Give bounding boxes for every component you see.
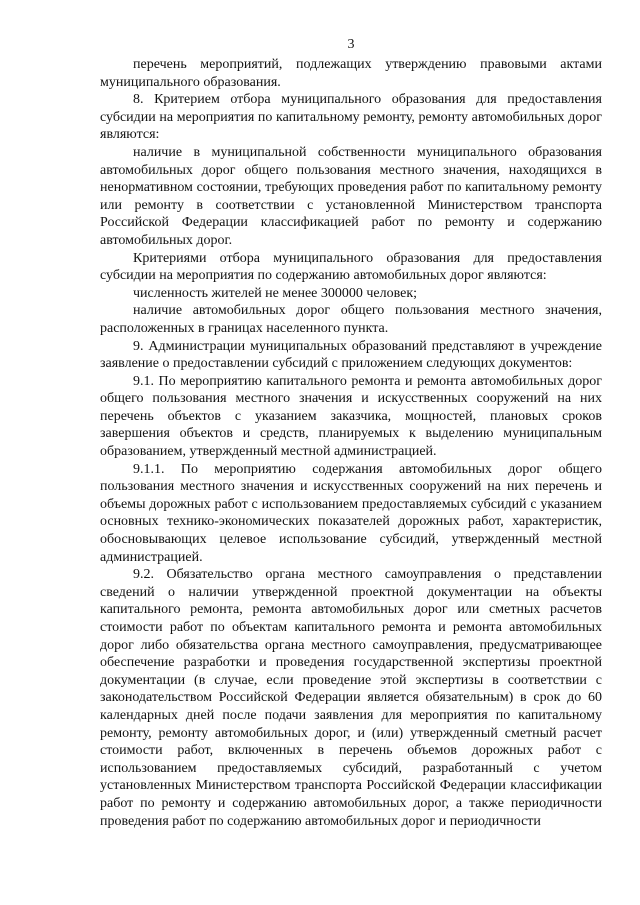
paragraph-9-1-capital-repair-list: 9.1. По мероприятию капитального ремонта и ремонта автомобильных дорог общего пользования местного значения и искусственных сооружений на них перечень объектов с указанием заказчика, мощностей, плановых сроков завершения объектов и средств, планируемых к выделению муниципальным образованием, утвержденный местной администрацией. — [100, 373, 602, 460]
document-page — [100, 0, 602, 905]
paragraph-population-criterion: численность жителей не менее 300000 человек; — [133, 285, 418, 301]
paragraph-municipal-ownership-criterion: наличие в муниципальной собственности муниципального образования автомобильных дорог общего пользования местного значения, находящихся в ненормативном состоянии, требующих проведения работ по капитальному ремонту или ремонту в соответствии с установленной Министерством транспорта Российской Федерации классификацией работ по ремонту и содержанию автомобильных дорог. — [100, 144, 602, 248]
paragraph-list-continuation: перечень мероприятий, подлежащих утверждению правовыми актами муниципального образования. — [100, 57, 602, 90]
paragraph-9-2-obligation: 9.2. Обязательство органа местного самоуправления о представлении сведений о наличии утвержденной проектной документации на объекты капитального ремонта, ремонта автомобильных дорог или сметных расчетов стоимости работ по объектам капитального ремонта и ремонта автомобильных дорог либо обязательства органа местного самоуправления, предусматривающее обеспечение разработки и проведения государственной экспертизы проектной документации (в случае, если проведение этой экспертизы в соответствии с законодательством Российской Федерации является обязательным) в срок до 60 календарных дней после подачи заявления для мероприятия по капитальному ремонту, ремонту автомобильных дорог, и (или) утвержденный сметный расчет стоимости работ, включенных в перечень объемов дорожных работ с использованием предоставляемых субсидий, разработанный с учетом установленных Министерством транспорта Российской Федерации классификации работ по ремонту и содержанию автомобильных дорог, а также периодичности проведения работ по содержанию автомобильных дорог и периодичности — [100, 567, 602, 829]
paragraph-8-criteria-capital-repair: 8. Критерием отбора муниципального образования для предоставления субсидии на мероприятия по капитальному ремонту, ремонту автомобильных дорог являются: — [100, 92, 602, 143]
page-number: 3 — [347, 37, 355, 52]
paragraph-roads-in-settlement-criterion: наличие автомобильных дорог общего пользования местного значения, расположенных в границах населенного пункта. — [100, 303, 602, 336]
paragraph-9-1-1-maintenance-list: 9.1.1. По мероприятию содержания автомобильных дорог общего пользования местного значения и искусственных сооружений на них перечень и объемы дорожных работ с использованием предоставляемых субсидий с указанием основных технико-экономических показателей дорожных работ, характеристик, обосновывающих целевое использование субсидий, утвержденный местной администрацией. — [100, 461, 602, 565]
document-body — [100, 56, 602, 830]
paragraph-maintenance-criteria: Критериями отбора муниципального образования для предоставления субсидии на мероприятия по содержанию автомобильных дорог являются: — [100, 250, 602, 284]
paragraph-9-administrations-submit: 9. Администрации муниципальных образований представляют в учреждение заявление о предоставлении субсидий с приложением следующих документов: — [100, 338, 602, 372]
